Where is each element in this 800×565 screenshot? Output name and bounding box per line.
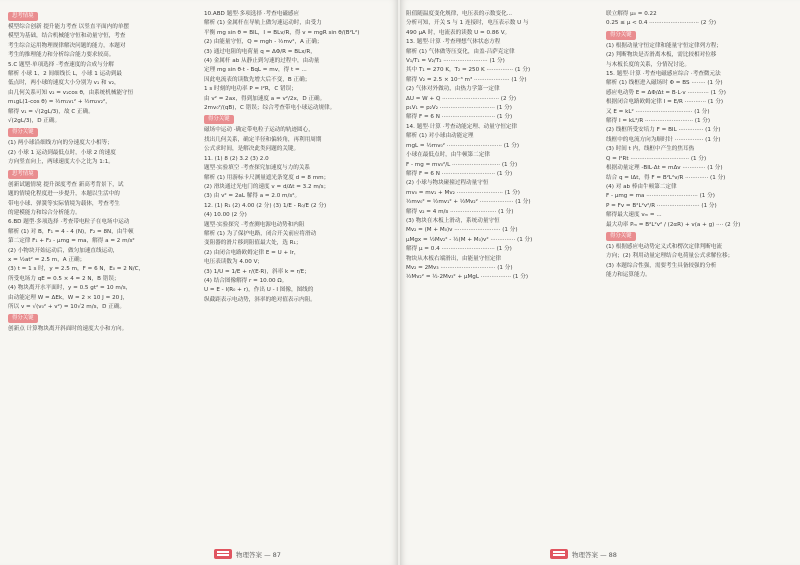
text-line: 阻值随温度变化规律，电压表的示数变化... (406, 11, 513, 17)
text-line: 根据闭合电路欧姆定律 I = E/R ············ (1 分) (606, 99, 724, 106)
text-line: 模型为基础，结合机械能守恒和动量守恒，考查 (8, 33, 126, 40)
text-line: (3) 时间 t 内，线框中产生的焦耳热 (606, 146, 695, 153)
text-line: (2) 小球 1 运动到最低点时，小球 2 的速度 (8, 149, 116, 156)
text-line: 490 μA 时，电流表的读数 U = 0.86 V。 (406, 29, 511, 36)
text-line: (3) 由 v² = 2aL 解得 a = 2.0 m/s²。 (204, 193, 301, 200)
left-page (0, 0, 398, 565)
text-line: (2) 判断物块是否滑离木板，需比较相对位移 (606, 52, 717, 59)
text-line: 15. 题型·计算 ·考查电磁感应综合 ·考查微元法 (606, 71, 721, 78)
text-line: 2mv₀²/(qB)，C 错误；综合考查带电小球运动规律。 (204, 105, 336, 112)
text-line: 公式求时间，是解决此类问题的关键。 (204, 146, 300, 153)
text-line: P = Fv = B²L²v²/R ························ (1 分) (606, 202, 717, 209)
text-line: 结合 q = IΔt，得 F = B²L²v/R ············· (1 分) (606, 174, 726, 181)
text-line: 感应电动势 E = ΔΦ/Δt = B·L·v ············ (1 分) (606, 89, 726, 96)
text-line: 由动能定理 W = ΔEk，W = 2 × 10 J = 20 J， (8, 294, 129, 301)
text-line: 解得 F = 6 N ······························ (1 分) (406, 114, 513, 121)
text-line: 考生的推理能力和分析综合能力要求较高。 (8, 52, 115, 59)
section-tag: 得分关键 (8, 314, 38, 323)
text-line: 又 E = kL² ································ (1 分) (606, 108, 710, 115)
text-line: 解析 小球 1、2 间细线长 L，小球 1 运动到最 (8, 71, 122, 78)
text-line: (1) 两小球沿细线方向的分速度大小相等； (8, 140, 113, 147)
text-line: 因此电流表的读数先增大后不变，B 正确； (204, 76, 311, 83)
text-line: (2) 由闭合电路欧姆定律 E = U + Ir， (204, 249, 300, 256)
text-line: 14. 题型·计算 ·考查动能定理、动量守恒定律 (406, 123, 518, 130)
text-line: mv₀ = mv₁ + Mv₂ ·························· (1 分) (406, 189, 520, 196)
text-line: 定理 mg sin θ·t - BqL = mv，得 t = ... (204, 67, 307, 74)
section-tag: 得分关键 (606, 31, 636, 40)
text-line: 解得 F = 6 N ······························ (1 分) (406, 170, 513, 177)
text-line: 考生综合运用物理规律解决问题的能力，本题对 (8, 42, 126, 49)
text-line: U = E - I(R₀ + r)，作出 U - I 图像，图线的 (204, 287, 314, 294)
text-line: 解得 v₁ = √(2gL/3)，故 C 正确。 (8, 108, 94, 115)
text-line: 所以 v = √(v₀² + v²) = 10√2 m/s，D 正确。 (8, 303, 126, 310)
text-line: 题型·实验填空 ·考查探究加速度与力的关系 (204, 165, 311, 172)
text-line: (2) 滑块通过光电门的速度 v = d/Δt = 3.2 m/s； (204, 183, 330, 190)
text-line: 其中 T₁ = 270 K，T₂ = 250 K ··············· (1 分) (406, 67, 531, 74)
text-line: Q = I²Rt ································· (1 分) (606, 155, 707, 162)
publisher-logo-icon (550, 549, 568, 559)
text-line: 0.25 ≤ μ < 0.4 ···························· (2 分) (606, 20, 717, 27)
text-line: 第二定律 F₁ + F₂ - μmg = ma，解得 a = 2 m/s² (8, 238, 135, 245)
text-line: 解析 (1) 气体做等压变化，由盖-吕萨克定律 (406, 48, 515, 55)
text-line: 平衡 mg sin θ = BIL，I = BLv/R，得 v = mgR sin θ/(B²L²) (204, 29, 360, 36)
text-line: 创新点 计算物块离开斜面时的速度大小和方向。 (8, 326, 128, 333)
text-line: 解析 (1) 为了保护电路，闭合开关前应将滑动 (204, 230, 317, 237)
text-line: 方向；(2) 利用动量定理结合电荷量公式求解位移； (606, 253, 734, 260)
text-line: 根据动量定理 -BIL·Δt = mΔv ············· (1 分) (606, 165, 723, 172)
text-line: (2) 由能量守恒，Q = mgh - ½mv²，A 正确； (204, 39, 323, 46)
text-line: μMgx = ½Mv₂² - ½(M + M₀)v² ·············· (1 分) (406, 236, 533, 243)
text-line: ½mv₀² = ½mv₁² + ½Mv₂² ··················· (1 分) (406, 199, 531, 206)
text-line: 解析 (1) 对小球由动能定理 (406, 133, 474, 140)
right-column-1 (406, 10, 596, 539)
text-line: V₁/T₁ = V₂/T₂ ························· (1 分) (406, 58, 505, 65)
text-line: x = ½at² = 2.5 m，A 正确； (8, 256, 86, 263)
text-line: 线框中的电流方向为顺时针 ················ (1 分) (606, 136, 721, 143)
text-line: 纵截距表示电动势，斜率的绝对值表示内阻。 (204, 296, 316, 303)
text-line: 的建模能力和综合分析能力。 (8, 209, 81, 216)
text-line: 模型综合创新 提升能力考查 以竖直平面内的单摆 (8, 24, 130, 30)
text-line: 由几何关系可知 v₂ = v₁cos θ，由系统机械能守恒 (8, 89, 134, 96)
text-line: 分析可知，开关 S 与 1 连接时，电压表示数 U 与 (406, 20, 529, 27)
text-line: 变阻器的滑片移到阻值最大处，选 R₁； (204, 240, 302, 247)
text-line: 题型·实验探究 ·考查测电源电动势和内阻 (204, 221, 305, 228)
text-line: Mv₂ = 2Mv₃ ······························· (1 分) (406, 264, 513, 271)
text-line: ΔU = W + Q ································ (2 分) (406, 95, 517, 102)
section-tag: 思考情境 (8, 12, 38, 21)
right-column-2 (606, 10, 794, 539)
text-line: 最大功率 Pₘ = B²L²v² / (2αR) + v(a + g) ···· (2 分) (606, 221, 741, 228)
text-line: (3) 1/U = 1/E + r/(E·R)，斜率 k = r/E； (204, 268, 310, 275)
text-line: 解得最大速度 vₘ = ... (606, 212, 662, 219)
text-line: 带电小球、弹簧等实际情境为载体，考查考生 (8, 200, 120, 207)
text-line: 解析 (1) 用游标卡尺测量遮光条宽度 d = 8 mm； (204, 174, 330, 181)
text-line: 电压表读数为 4.00 V； (204, 259, 263, 266)
text-line: (2) 小物块开始运动后，做匀加速直线运动， (8, 247, 119, 254)
text-line: 解析 (1) 金属杆在导轨上做匀速运动时，由受力 (204, 20, 322, 27)
section-tag: 得分关键 (606, 232, 636, 241)
text-line: 解得 I = kL²/R ··························· (1 分) (606, 118, 711, 125)
left-footer (214, 549, 281, 559)
text-line: 创新试题情境 提升深度考查 新高考背景下，试 (8, 181, 124, 188)
left-column-2 (204, 10, 390, 539)
text-line: (3) 物块在木板上滑动，系统动量守恒 (406, 217, 500, 224)
text-line: m₁gL(1-cos θ) = ½m₁v₁² + ½m₂v₂²， (8, 99, 111, 106)
text-line: 解得 V₂ = 2.5 × 10⁻³ m³ ···················· (1 分) (406, 76, 527, 83)
text-line: 找出几何关系，确定半径和偏转角，再利用周期 (204, 136, 322, 143)
text-line: p₁V₁ = p₂V₂ ······························· (1 分) (406, 105, 512, 112)
left-column-1 (8, 10, 190, 539)
text-line: (2) 小球与物块碰撞过程动量守恒 (406, 180, 489, 187)
text-line: (3) 本题综合性强，需要考生具备较强的分析 (606, 262, 717, 269)
text-line: 磁场中运动 ·确定带电粒子运动的轨迹圆心， (204, 127, 314, 134)
text-line: (4) 10.00 (2 分) (204, 212, 247, 219)
text-line: (4) 结合图像解得 r = 10.00 Ω。 (204, 277, 288, 284)
text-line: (4) 物块离开水平面时，y = 0.5 gt² = 10 m/s， (8, 285, 132, 292)
text-line: 12. (1) R₁ (2) 4.00 (2 分) (3) 1/E - R₀/E (2 分) (204, 202, 327, 209)
text-line: F - μmg = ma ····························· (1 分) (606, 193, 715, 200)
section-tag: 思考情境 (8, 170, 38, 179)
text-line: (1) 根据动量守恒定律和能量守恒定律列方程； (606, 42, 722, 49)
text-line: 由 v² = 2ax，得到加速度 a = v²/2x，D 正确。 (204, 95, 326, 102)
right-page (400, 0, 800, 565)
text-line: 方向竖直向上，两球速度大小之比为 1:1。 (8, 159, 114, 166)
text-line: (3) 通过电阻的电荷量 q = ΔΦ/R = BLx/R， (204, 48, 316, 55)
text-line: (4) 对 ab 棒由牛顿第二定律 (606, 183, 677, 190)
text-line: (4) 金属杆 ab 从静止到匀速的过程中，由动量 (204, 58, 320, 65)
text-line: 能力和运算能力。 (606, 272, 651, 279)
text-line: (3) t = 1 s 时，y = 2.5 m，F = 6 N，E₀ = 2 N/C， (8, 266, 145, 273)
left-page-number: 物理答案 — 87 (236, 550, 281, 559)
text-line: 10.ABD 题型·多项选择 ·考查电磁感应 (204, 11, 300, 17)
text-line: 题的情境化程度进一步提升，本题以生活中的 (8, 191, 120, 198)
text-line: 低点时，两小球的速度大小分别为 v₁ 和 v₂， (8, 80, 120, 87)
right-footer (550, 549, 617, 559)
text-line: 小球在最低点时，由牛顿第二定律 (406, 152, 490, 159)
text-line: 联立解得 μ₀ = 0.22 (606, 11, 657, 17)
section-tag: 得分关键 (8, 128, 38, 137)
text-line: 1 s 时刻的电功率 P = I²R，C 错误； (204, 86, 297, 93)
right-page-number: 物理答案 — 88 (572, 550, 617, 559)
text-line: 所受电场力 qE = 0.5 × 4 = 2 N，B 错误； (8, 275, 120, 282)
text-line: 与木板长度的关系，分情况讨论。 (606, 61, 690, 68)
text-line: F - mg = mv₀²/L ··························· (1 分) (406, 161, 518, 168)
text-line: mgL = ½mv₀² ······························· (1 分) (406, 142, 519, 149)
text-line: √(2gL/3)，D 正确。 (8, 118, 61, 125)
text-line: 解析 (1) 对 B，F₁ = 4 - 4 (N)，F₂ = 8N，由牛顿 (8, 228, 134, 235)
text-line: Mv₂ = (M + M₀)v ·························· (1 分) (406, 227, 518, 234)
text-line: (1) 根据感应电动势定义式和楞次定律判断电流 (606, 243, 722, 250)
text-line: 物块从木板右端滑出，由能量守恒定律 (406, 255, 502, 262)
text-line: 解得 v₂ = 4 m/s ·························· (1 分) (406, 208, 514, 215)
text-line: 5.C 题型·单项选择 ·考查速度的合成与分解 (8, 61, 114, 68)
publisher-logo-icon (214, 549, 232, 559)
text-line: 11. (1) 8 (2) 3.2 (3) 2.0 (204, 155, 269, 162)
text-line: 解析 (1) 线框进入磁场时 Φ = BS ········ (1 分) (606, 80, 723, 87)
section-tag: 得分关键 (204, 115, 234, 124)
text-line: 13. 题型·计算 ·考查理想气体状态方程 (406, 39, 501, 46)
text-line: 6.BD 题型·多项选择 ·考查带电粒子在电场中运动 (8, 219, 130, 226)
text-line: (2) 气体对外做功，由热力学第一定律 (406, 86, 500, 93)
text-line: ½Mv₂² = ½·2Mv₃² + μMgL ················· (1 分) (406, 274, 529, 281)
text-line: 解得 μ = 0.4 ······························ (1 分) (406, 246, 512, 253)
text-line: (2) 线框所受安培力 F = BIL ·············· (1 分) (606, 127, 721, 134)
